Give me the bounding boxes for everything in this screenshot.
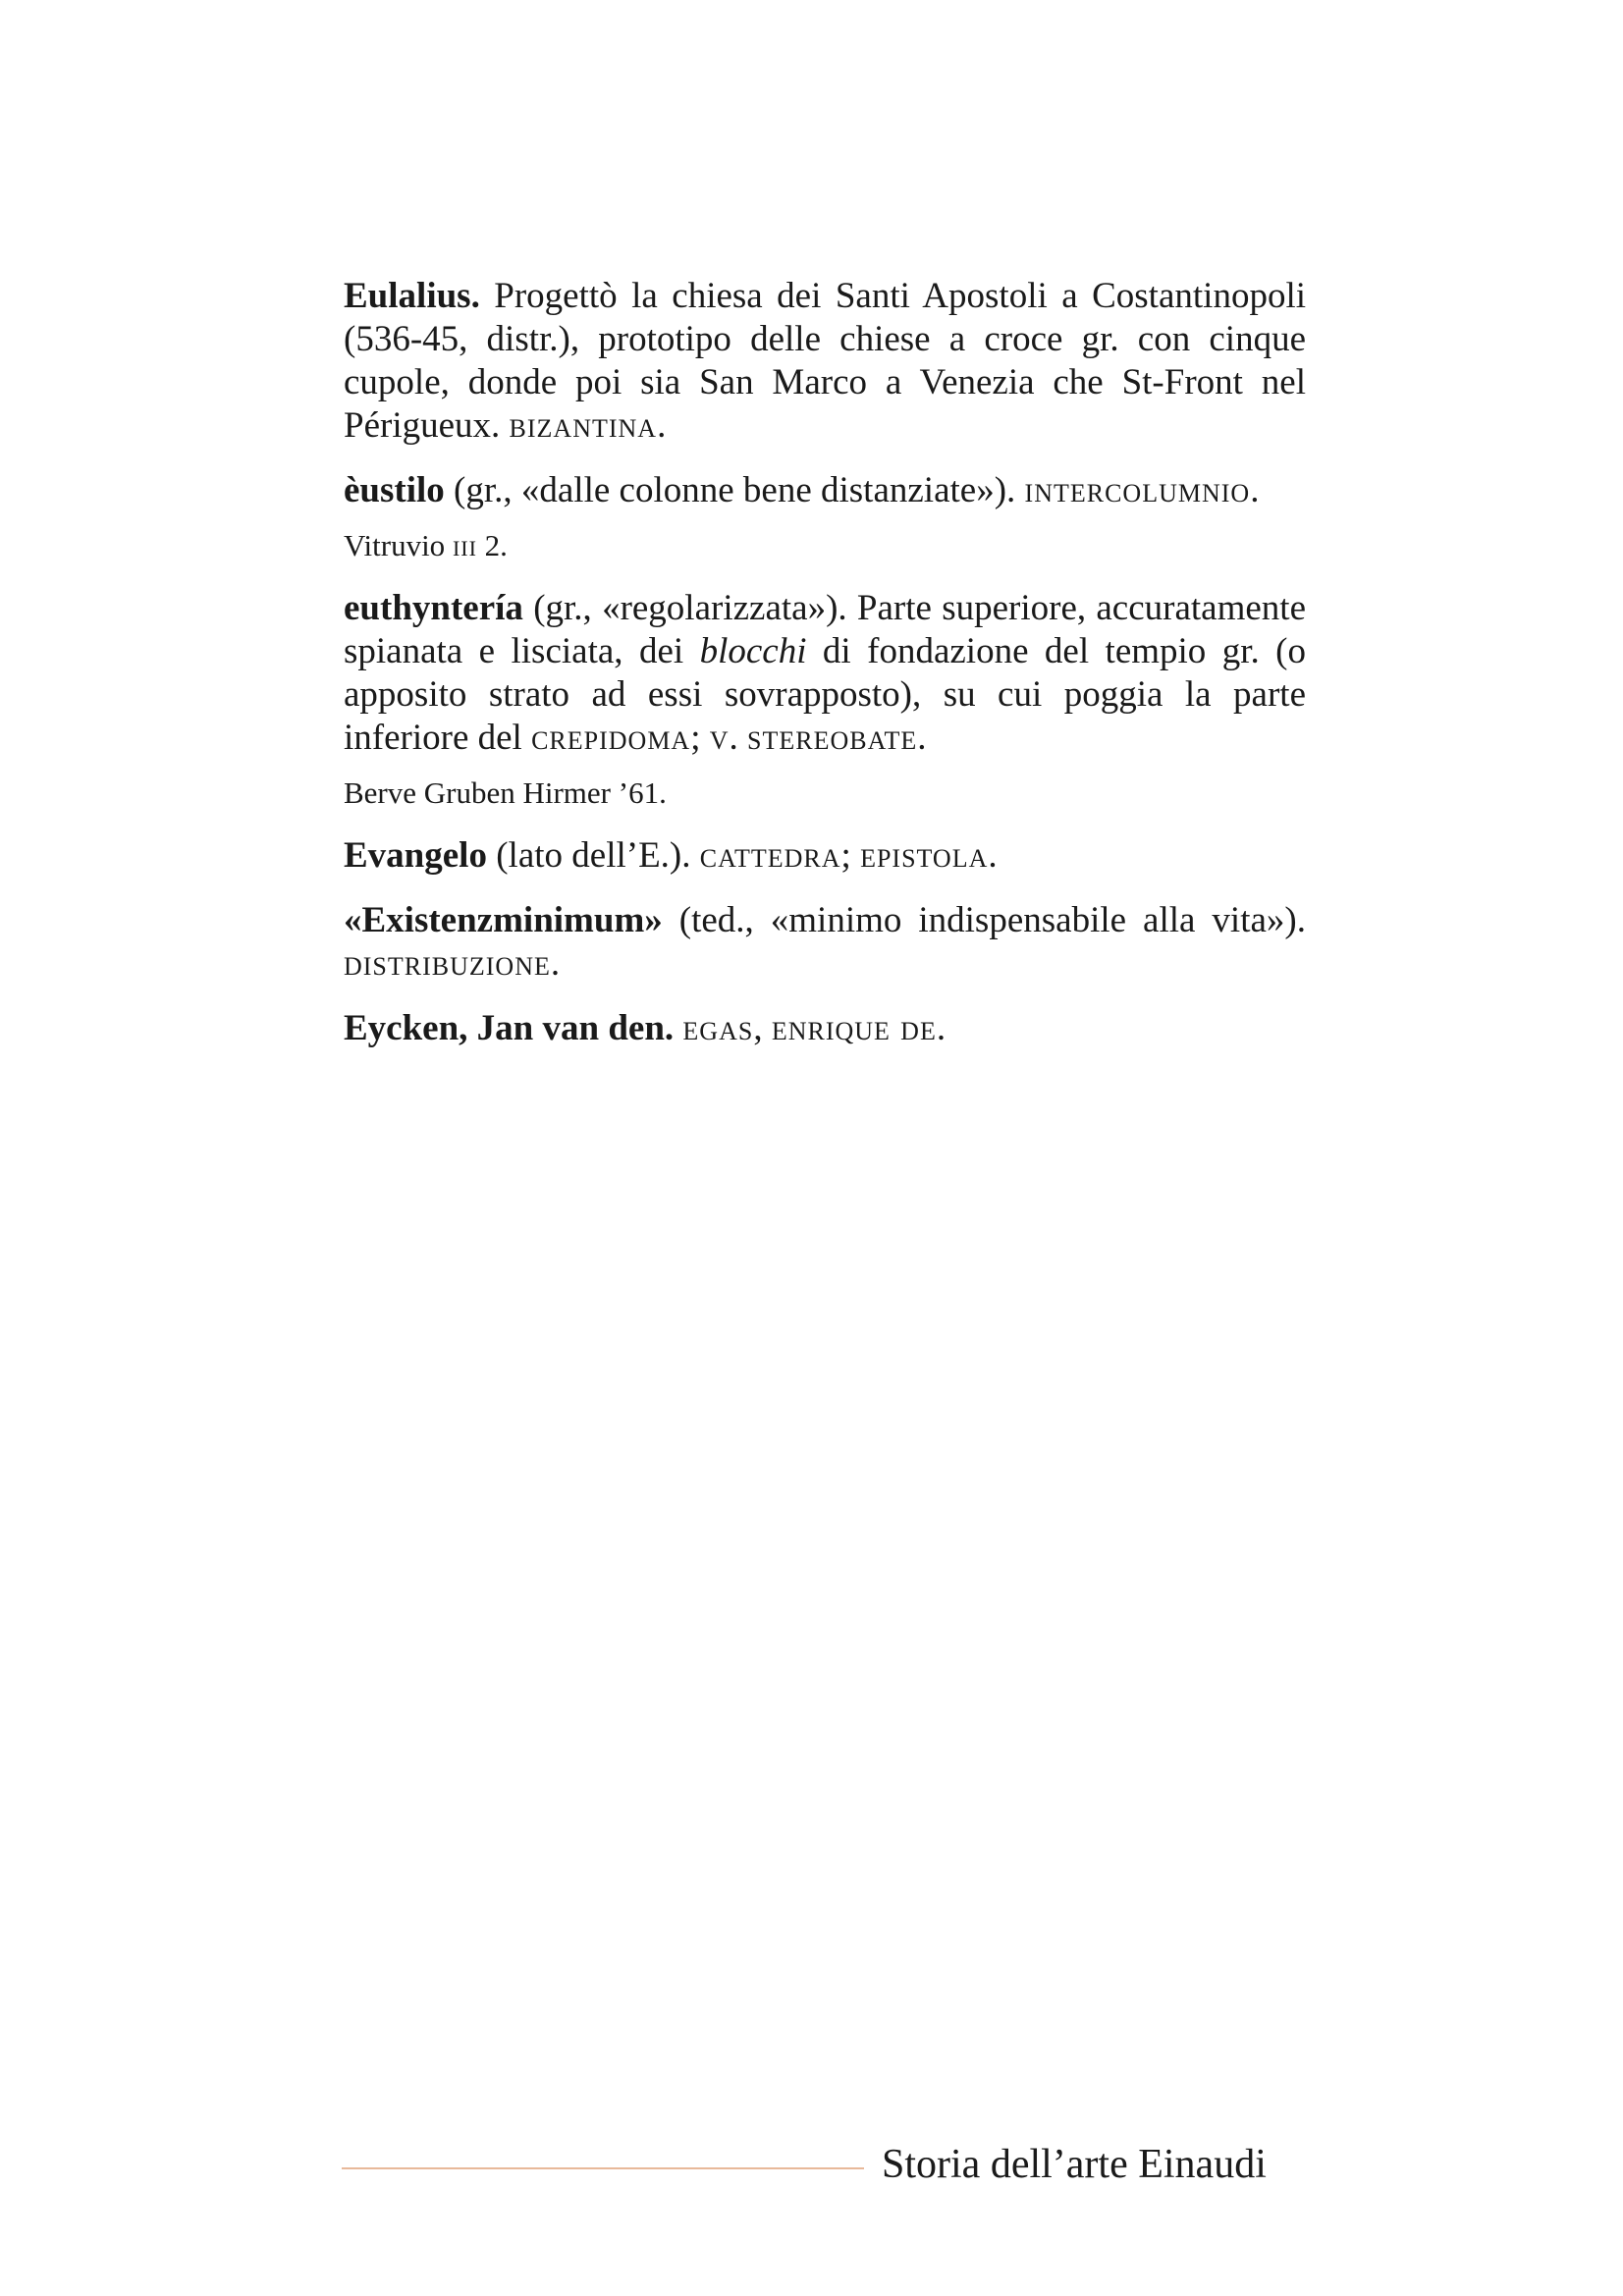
cross-reference: enrique de [771,1008,937,1048]
dictionary-page-content [344,275,1306,1072]
cross-reference: intercolumnio [1024,470,1251,510]
entry-evangelo: Evangelo (lato dell’E.). cattedra; epistola. [344,835,998,876]
entry-headword: èustilo [344,470,445,510]
entry-text: (ted., «minimo indispensabile alla vita»). [662,900,1306,940]
entry-headword: Eycken, Jan van den. [344,1008,675,1048]
entry-eulalius: Eulalius. Progettò la chiesa dei Santi Apostoli a Costantinopoli (536-45, distr.), prototipo delle chiese a croce gr. con cinque cupole, donde poi sia San Marco a Venezia che St-Front nel Périgueux. bizantina. [344,276,1306,446]
cross-reference: cattedra [699,835,841,876]
entry-text: (gr., «regolarizzata»). Parte superiore, accuratamente spianata e lisciata, dei [344,588,1306,671]
cross-reference: bizantina [509,405,658,446]
cross-reference: crepidoma [531,718,691,758]
entry-euthynteria: euthyntería (gr., «regolarizzata»). Parte superiore, accuratamente spianata e lisciata, dei blocchi di fondazione del tempio gr. (o apposito strato ad essi sovrapposto), su cui poggia la parte inferiore del crepidoma; v. stereobate. [344,588,1307,758]
cross-reference: epistola [860,835,989,876]
cross-reference: distribuzione [344,943,551,984]
footer-publisher: Storia dell’arte Einaudi [882,2142,1267,2187]
entry-headword: «Existenzminimum» [344,900,663,940]
italic-term: blocchi [699,631,807,671]
entry-text: (lato dell’E.). [486,835,700,876]
entry-bibliography: Berve Gruben Hirmer ’61. [344,775,667,810]
footer-rule [342,2167,864,2169]
entry-headword: Evangelo [344,835,487,876]
entry-text: (gr., «dalle colonne bene distanziate»). [444,470,1025,510]
entry-headword: euthyntería [344,588,523,628]
entry-eycken: Eycken, Jan van den. egas, enrique de. [344,1008,947,1048]
entry-eustilo: èustilo (gr., «dalle colonne bene distanziate»). intercolumnio. [344,470,1260,510]
cross-reference: egas [682,1008,754,1048]
cross-reference: stereobate [747,718,918,758]
entry-existenzminimum: «Existenzminimum» (ted., «minimo indispensabile alla vita»). distribuzione. [344,900,1306,984]
entry-text: Progettò la chiesa dei Santi Apostoli a Costantinopoli (536-45, distr.), prototipo delle chiese a croce gr. con cinque cupole, donde poi sia San Marco a Venezia che St-Front nel Périgueux. [344,276,1306,446]
entry-headword: Eulalius. [344,276,480,316]
entry-bibliography: Vitruvio iii 2. [344,528,508,562]
